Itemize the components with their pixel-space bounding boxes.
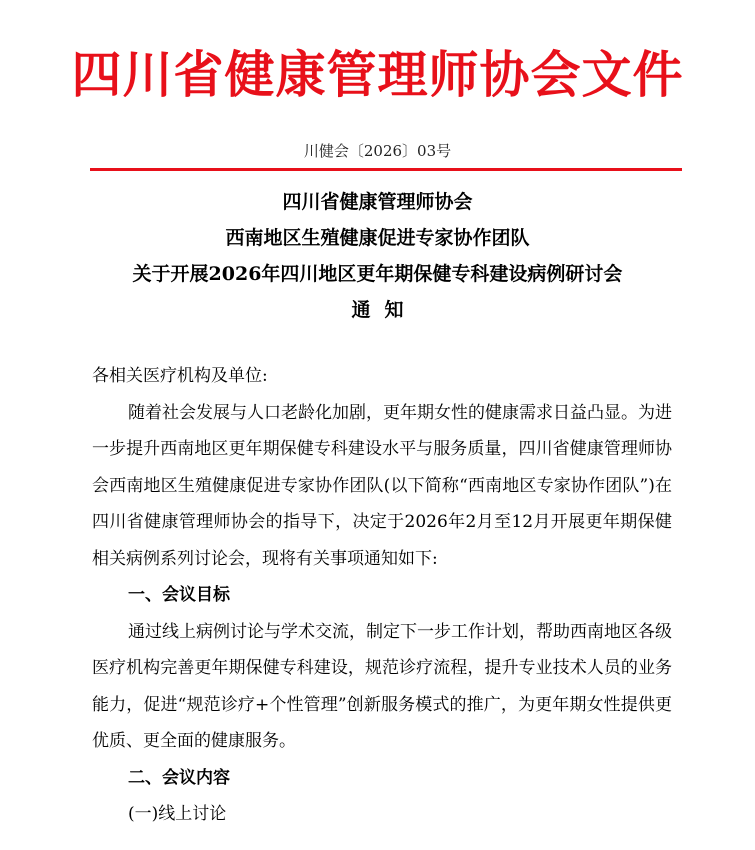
title-line-subject: 关于开展2026年四川地区更年期保健专科建设病例研讨会	[132, 263, 623, 285]
section-heading-goals: 一、会议目标	[128, 585, 230, 605]
notice-title-block	[0, 184, 755, 328]
section-heading-content: 二、会议内容	[128, 767, 230, 788]
goals-paragraph: 通过线上病例讨论与学术交流，制定下一步工作计划，帮助西南地区各级医疗机构完善更年期保健专科建设，规范诊疗流程，提升专业技术人员的业务能力，促进“规范诊疗+个性管理”创新服务模式的推广，为更年期女性提供更优质、更全面的健康服务。	[92, 621, 672, 751]
intro-paragraph: 随着社会发展与人口老龄化加剧，更年期女性的健康需求日益凸显。为进一步提升西南地区更年期保健专科建设水平与服务质量，四川省健康管理师协会西南地区生殖健康促进专家协作团队(以下简称“西南地区专家协作团队”)在四川省健康管理师协会的指导下，决定于2026年2月至12月开展更年期保健相关病例系列讨论会，现将有关事项通知如下:	[92, 402, 672, 569]
notice-body	[92, 358, 672, 833]
subsection-online-discussion: (一)线上讨论	[128, 804, 227, 824]
document-number: 川健会〔2026〕03号	[303, 142, 452, 160]
title-line-team: 西南地区生殖健康促进专家协作团队	[225, 227, 530, 249]
title-line-notice: 通知	[351, 299, 418, 321]
red-divider-line	[90, 168, 682, 171]
title-line-association: 四川省健康管理师协会	[282, 191, 473, 213]
letterhead-title: 四川省健康管理师协会文件	[71, 46, 684, 104]
salutation: 各相关医疗机构及单位:	[92, 366, 268, 386]
